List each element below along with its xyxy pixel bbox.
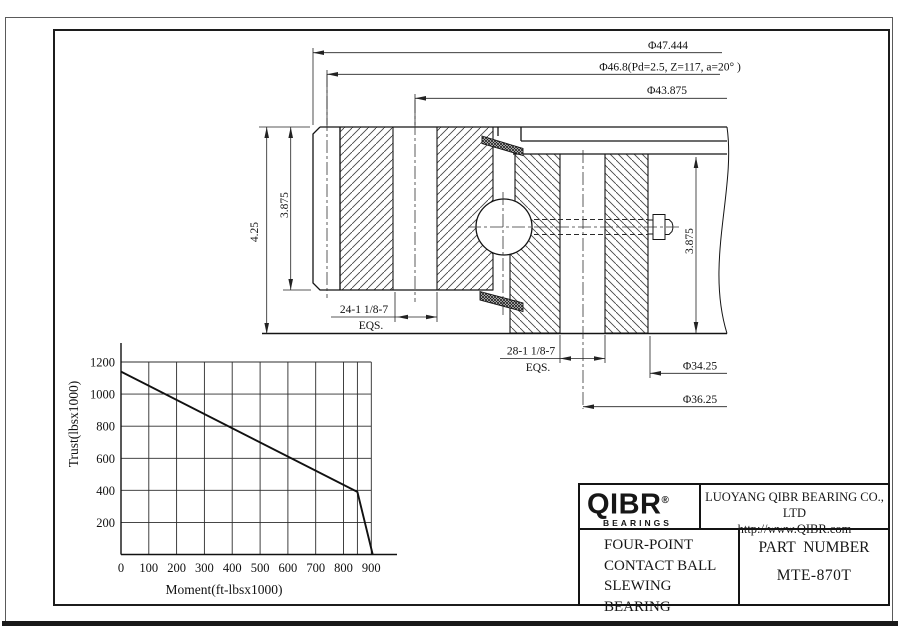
svg-text:400: 400: [222, 561, 242, 575]
break-line: [719, 127, 729, 334]
dim-outer-bolt-spec: 24-1 1/8-7: [339, 304, 389, 316]
dim-inner-bolt-spec: 28-1 1/8-7: [506, 345, 556, 358]
svg-text:300: 300: [195, 561, 214, 575]
company-cell: [701, 485, 888, 536]
dim-outer-bolt-eqs: EQS.: [358, 320, 384, 332]
svg-text:1000: 1000: [90, 387, 115, 402]
company-website: http://www.QIBR.com: [737, 522, 852, 536]
dim-bore-diameter: Φ34.25: [682, 360, 718, 373]
dim-inner-ring-height: 3.875: [684, 228, 696, 254]
part-number-label: PART NUMBER: [758, 539, 870, 556]
svg-text:1200: 1200: [90, 355, 115, 370]
title-block-top-row: [580, 485, 888, 536]
chart-curve: [121, 372, 373, 555]
svg-text:600: 600: [96, 451, 115, 466]
qibr-logo: [587, 487, 699, 519]
product-line-2: CONTACT BALL: [604, 557, 717, 574]
title-block: [578, 483, 890, 615]
product-line-1: FOUR-POINT: [604, 537, 694, 553]
product-description-cell: [580, 530, 740, 615]
title-block-bottom-row: [580, 530, 888, 615]
x-axis-label: Moment(ft-lbsx1000): [165, 582, 283, 597]
svg-text:200: 200: [167, 561, 186, 575]
product-line-3: SLEWING BEARING: [604, 578, 672, 615]
dim-overall-height: 4.25: [249, 221, 261, 243]
svg-text:200: 200: [96, 515, 115, 530]
dim-gear-data: Φ46.8(Pd=2.5, Z=117, a=20° ): [599, 61, 741, 74]
registered-mark: ®: [661, 495, 670, 506]
company-name: LUOYANG QIBR BEARING CO., LTD: [705, 490, 884, 520]
part-number-value: MTE-870T: [776, 567, 852, 584]
svg-text:800: 800: [334, 561, 353, 575]
part-number-cell: [740, 530, 888, 606]
svg-text:600: 600: [278, 561, 298, 575]
svg-text:900: 900: [361, 561, 381, 575]
svg-text:500: 500: [250, 561, 270, 575]
svg-text:700: 700: [306, 561, 326, 575]
svg-text:0: 0: [117, 561, 125, 575]
dim-inner-bolt-circle: Φ36.25: [682, 394, 718, 406]
chart-tick-labels: [90, 356, 381, 576]
dim-outer-bolt-circle: Φ43.875: [646, 85, 688, 97]
logo-cell: [580, 485, 701, 528]
load-chart: [66, 343, 397, 597]
logo-text: QIBR: [587, 488, 662, 521]
dim-outer-ring-height: 3.875: [279, 192, 291, 218]
inner-ring-hatch: [510, 154, 648, 333]
section-view: [262, 74, 729, 409]
logo-subtitle: BEARINGS: [603, 517, 672, 528]
y-axis-label: Trust(lbsx1000): [66, 380, 81, 468]
svg-text:100: 100: [139, 561, 159, 575]
outer-ring-hatch: [340, 127, 493, 290]
svg-text:400: 400: [96, 483, 115, 498]
svg-text:800: 800: [96, 419, 115, 434]
dim-inner-bolt-eqs: EQS.: [525, 362, 551, 374]
dim-gear-tip-diameter: Φ47.444: [647, 40, 689, 52]
